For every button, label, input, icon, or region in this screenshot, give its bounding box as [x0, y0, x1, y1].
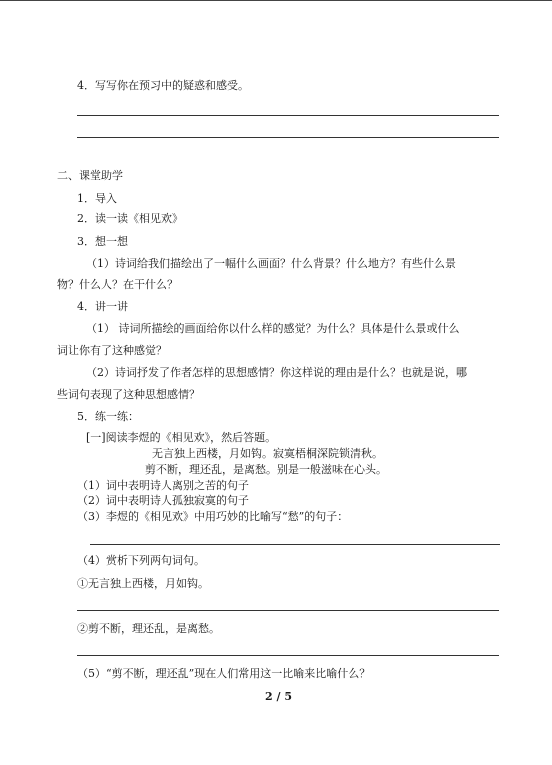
exercise-3: （3）李煜的《相见欢》中用巧妙的比喻写“愁”的句子： — [77, 510, 349, 523]
page-top-border — [0, 0, 552, 1]
answer-line — [77, 137, 499, 138]
item-think: 3．想一想 — [77, 235, 128, 248]
item-explain: 4．讲一讲 — [77, 300, 128, 313]
explain-question-2: （2）诗词抒发了作者怎样的思想感情？你这样说的理由是什么？也就是说，哪 — [86, 366, 467, 379]
item-intro: 1．导入 — [77, 192, 117, 205]
page-number: 2 / 5 — [265, 690, 292, 703]
reading-title: [一]阅读李煜的《相见欢》，然后答题。 — [86, 431, 277, 444]
explain-question-1: （1） 诗词所描绘的画面给你以什么样的感觉？为什么？具体是什么景或什么 — [86, 322, 460, 335]
poem-line-2: 剪不断，理还乱，是离愁。别是一般滋味在心头。 — [145, 463, 387, 476]
explain-question-2-cont: 些词句表现了这种思想感情？ — [57, 388, 200, 401]
exercise-2: （2）词中表明诗人孤独寂寞的句子 — [77, 494, 249, 507]
answer-line — [77, 655, 499, 656]
question-4: 4．写写你在预习中的疑惑和感受。 — [77, 79, 249, 92]
explain-question-1-cont: 词让你有了这种感觉？ — [57, 344, 167, 357]
exercise-5: （5）“剪不断，理还乱”现在人们常用这一比喻来比喻什么？ — [77, 667, 371, 680]
answer-line — [77, 610, 499, 611]
poem-line-1: 无言独上西楼，月如钩。寂寞梧桐深院锁清秋。 — [152, 447, 383, 460]
section-heading: 二、课堂助学 — [57, 169, 123, 182]
answer-line — [77, 115, 499, 116]
exercise-4-sentence-1: ①无言独上西楼，月如钩。 — [77, 577, 209, 590]
item-practice: 5．练一练： — [77, 410, 139, 423]
exercise-4: （4）赏析下列两句词句。 — [77, 554, 205, 567]
item-read: 2．读一读《相见欢》 — [77, 212, 183, 225]
think-question-1: （1）诗词给我们描绘出了一幅什么画面？什么背景？什么地方？有些什么景 — [86, 257, 456, 270]
think-question-1-cont: 物？什么人？在干什么？ — [57, 278, 178, 291]
exercise-1: （1）词中表明诗人离别之苦的句子 — [77, 479, 249, 492]
answer-line — [90, 544, 500, 545]
exercise-4-sentence-2: ②剪不断，理还乱，是离愁。 — [77, 622, 220, 635]
